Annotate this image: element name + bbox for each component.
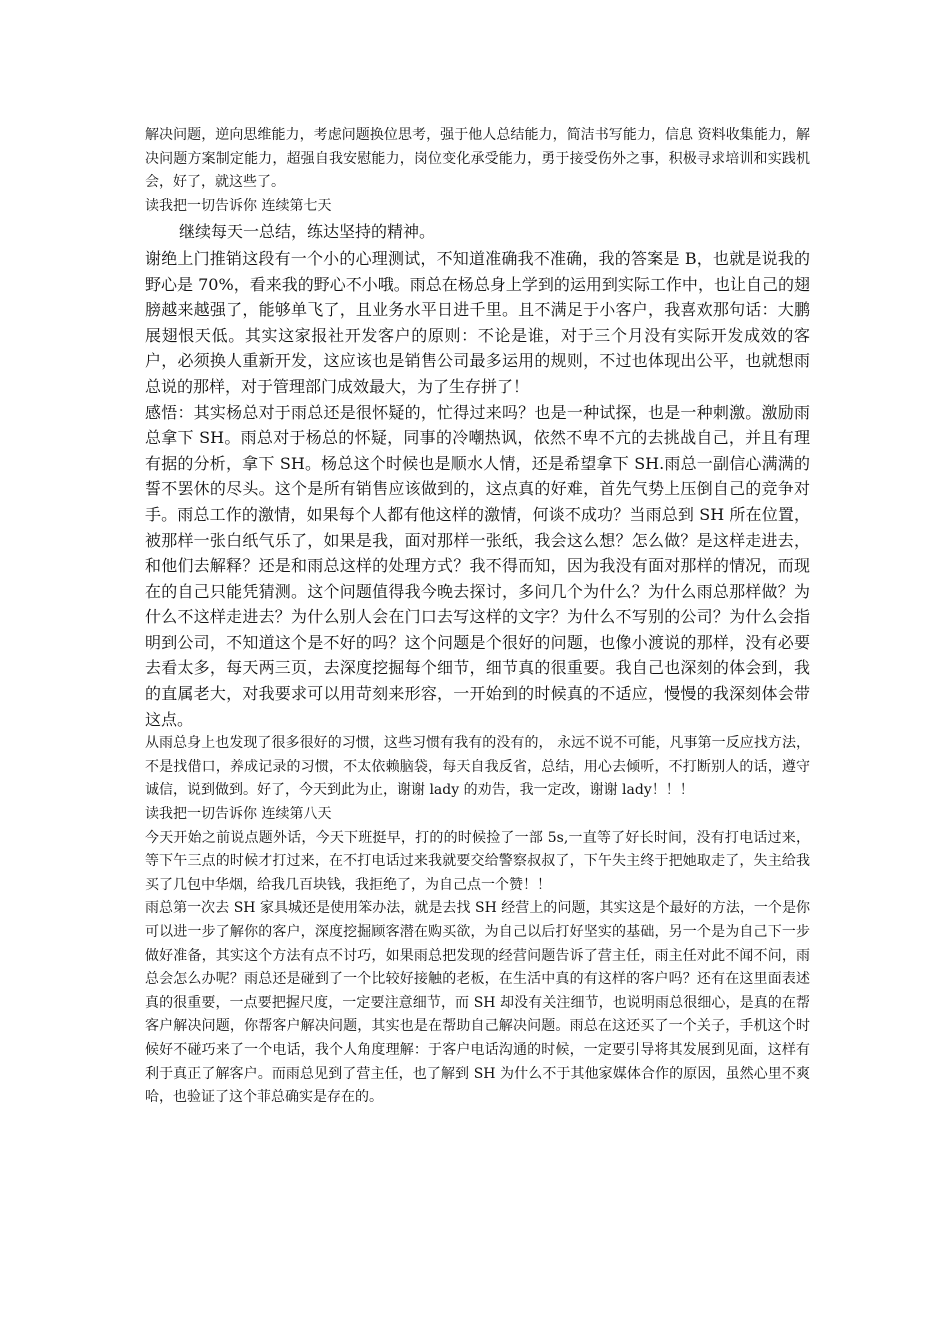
paragraph-habits: 从雨总身上也发现了很多很好的习惯，这些习惯有我有的没有的， 永远不说不可能，凡事第一反应找方法，不是找借口，养成记录的习惯，不太依赖脑袋，每天自我反省，总结，用心去倾听，不打断别人的话，遵守诚信，说到做到。好了，今天到此为止，谢谢 lady 的劝告，我一定改，谢谢 lady！！！ (145, 735, 810, 799)
document-page (145, 124, 810, 1110)
paragraph-found-phone: 今天开始之前说点题外话，今天下班挺早，打的的时候捡了一部 5s,一直等了好长时间，没有打电话过来，等下午三点的时候才打过来，在不打电话过来我就要交给警察叔叔了，下午失主终于把她取走了，失主给我买了几包中华烟，给我几百块钱，我拒绝了，为自己点一个赞！！ (145, 829, 810, 893)
paragraph-sh-visit: 雨总第一次去 SH 家具城还是使用笨办法，就是去找 SH 经营上的问题，其实这是个最好的方法，一个是你可以进一步了解你的客户，深度挖掘顾客潜在购买欲，为自己以后打好坚实的基础，另一个是为自己下一步做好准备，其实这个方法有点不讨巧，如果雨总把发现的经营问题告诉了营主任，雨主任对此不闻不问，雨总会怎么办呢？雨总还是碰到了一个比较好接触的老板，在生活中真的有这样的客户吗？还有在这里面表述真的很重要，一点要把握尺度，一定要注意细节，而 SH 却没有关注细节，也说明雨总很细心，是真的在帮客户解决问题，你帮客户解决问题，其实也是在帮助自己解决问题。雨总在这还买了一个关子，手机这个时候好不碰巧来了一个电话，我个人角度理解：于客户电话沟通的时候，一定要引导将其发展到见面，这样有利于真正了解客户。而雨总见到了营主任，也了解到 SH 为什么不于其他家媒体合作的原因，虽然心里不爽哈，也验证了这个菲总确实是存在的。 (145, 900, 810, 1106)
paragraph-insight: 感悟：其实杨总对于雨总还是很怀疑的，忙得过来吗？也是一种试探，也是一种刺激。激励雨总拿下 SH。雨总对于杨总的怀疑，同事的冷嘲热讽，依然不卑不亢的去挑战自己，并且有理有据的分析，拿下 SH。杨总这个时候也是顺水人情，还是希望拿下 SH.雨总一副信心满满的誓不罢休的尽头。这个是所有销售应该做到的，这点真的好难，首先气势上压倒自己的竞争对手。雨总工作的激情，如果每个人都有他这样的激情，何谈不成功？当雨总到 SH 所在位置，被那样一张白纸气乐了，如果是我，面对那样一张纸，我会这么想？怎么做？是这样走进去，和他们去解释？还是和雨总这样的处理方式？我不得而知，因为我没有面对那样的情况，而现在的自己只能凭猜测。这个问题值得我今晚去探讨，多问几个为什么？为什么雨总那样做？为什么不这样走进去？为什么别人会在门口去写这样的文字？为什么不写别的公司？为什么会指明到公司，不知道这个是不好的吗？这个问题是个很好的问题，也像小渡说的那样，没有必要去看太多，每天两三页，去深度挖掘每个细节，细节真的很重要。我自己也深刻的体会到，我的直属老大，对我要求可以用苛刻来形容，一开始到的时候真的不适应，慢慢的我深刻体会带这点。 (145, 402, 810, 729)
heading-day-eight: 读我把一切告诉你 连续第八天 (145, 806, 332, 823)
paragraph-psych-test: 谢绝上门推销这段有一个小的心理测试，不知道准确我不准确，我的答案是 B，也就是说我的野心是 70%，看来我的野心不小哦。雨总在杨总身上学到的运用到实际工作中，也让自己的翅膀越来越强了，能够单飞了，且业务水平日进千里。且不满足于小客户，我喜欢那句话：大鹏展翅恨天低。其实这家报社开发客户的原则：不论是谁，对于三个月没有实际开发成效的客户，必须换人重新开发，这应该也是销售公司最多运用的规则，不过也体现出公平，也就想雨总说的那样，对于管理部门成效最大，为了生存拼了！ (145, 248, 810, 396)
motto-line: 继续每天一总结，练达坚持的精神。 (179, 222, 436, 242)
paragraph-intro: 解决问题，逆向思维能力，考虑问题换位思考，强于他人总结能力，简洁书写能力，信息 资料收集能力，解决问题方案制定能力，超强自我安慰能力，岗位变化承受能力，勇于接受伤外之事，积极寻求培训和实践机会，好了，就这些了。 (145, 127, 810, 191)
heading-day-seven: 读我把一切告诉你 连续第七天 (145, 197, 332, 214)
